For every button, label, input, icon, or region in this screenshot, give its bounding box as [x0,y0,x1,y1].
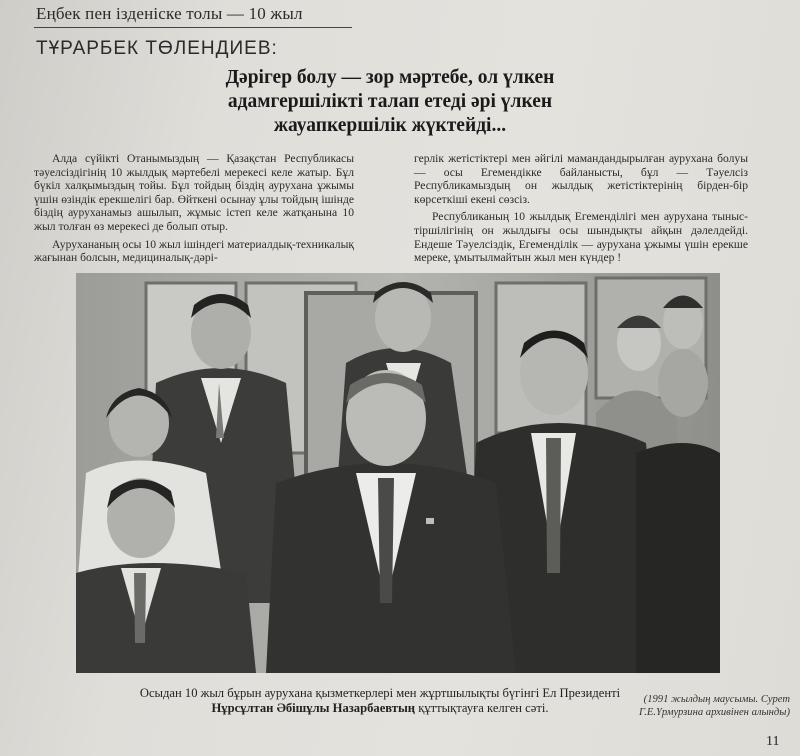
caption-president-name: Нұрсұлтан Әбішұлы Назарбаевтың [211,701,416,715]
headline-line: жауапкершілік жүктейді... [273,115,507,136]
headline-line: Дәрігер болу — зор мәртебе, ол үлкен [225,67,555,88]
article-column-right [414,152,748,269]
article-paragraph: герлік жетістіктері мен әйгілі мамандандырылған аурухана болуы — осы Егемендікке байланысты, бұл — Тәуелсіз Республикамыздың он жылдық жетістіктерінің бірден-бір көрсеткіші екені сөзсіз. [414,152,748,206]
article-headline [180,66,600,138]
article-paragraph: Аурухананың осы 10 жыл ішіндегі материалдық-техникалық жағынан болсын, медициналық-дәрі- [34,237,354,265]
article-paragraph: Алда сүйікті Отанымыздың — Қазақстан Республикасы тәуелсіздігінің 10 жылдық мәртебелі мерекесі келе жатыр. Бұл бүкіл халқымыздың тойы. Бұл тойдың біздің аурухана ұжымы үшін өзіндік ерекшелігі бар. Өйткені осынау ұлы тойдың ішінде біздің ауруханамыз ашылып, жұмыс істеп келе жатқанына 10 жыл толған өз мерекесі де болып отыр. [34,152,354,233]
header-rule [34,27,352,28]
photo-credit-line: Г.Е.Үрмурзина архивінен алынды) [639,707,790,718]
group-photo-icon [76,273,720,673]
photo-credit-line: (1991 жылдың маусымы. Сурет [643,694,790,705]
photo-credit [610,693,790,719]
headline-line: адамгершілікті талап етеді әрі үлкен [227,91,553,112]
article-paragraph: Республиканың 10 жылдық Егеменділігі мен аурухана тыныс-тіршілігінің он жылдығы осы шындықты айқын дәлелдейді. Ендеше Тәуелсіздік, Егеменділік — аурухана ұжымы үшін ерекше мереке, ұмытылмайтын жыл мен күндер ! [414,210,748,265]
caption-text: Осыдан 10 жыл бұрын аурухана қызметкерлері мен жұртшылықты бүгінгі Ел Президенті [139,686,621,700]
article-column-left [34,152,354,269]
page-number: 11 [766,734,780,749]
running-title: Еңбек пен ізденіске толы — 10 жыл [36,4,303,23]
author-name: ТҰРАРБЕК ТӨЛЕНДИЕВ: [36,38,278,59]
photo-caption [100,686,660,716]
caption-text-end: құттықтауға келген сәті. [415,701,549,715]
